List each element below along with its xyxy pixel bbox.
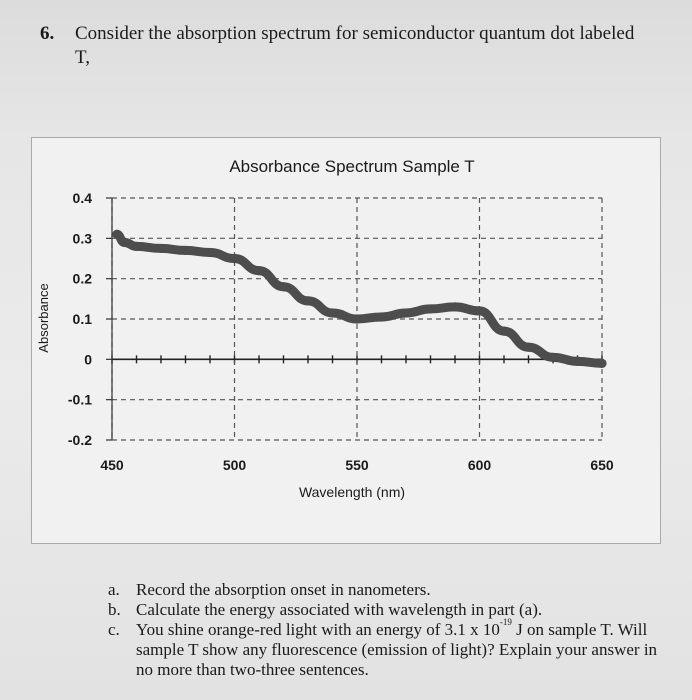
data-point xyxy=(597,359,606,368)
data-point xyxy=(573,357,582,366)
data-point xyxy=(426,304,435,313)
y-tick-label: 0.3 xyxy=(72,230,92,247)
question-text-continued: T, xyxy=(75,47,90,68)
subquestions xyxy=(108,580,668,680)
subquestion-a xyxy=(108,580,668,600)
data-point xyxy=(132,242,141,251)
data-point xyxy=(120,238,129,247)
subquestion-text: Record the absorption onset in nanometers. xyxy=(136,580,431,599)
subquestion-label: a. xyxy=(108,580,120,599)
subquestion-label: b. xyxy=(108,600,121,619)
question-number: 6. xyxy=(40,23,55,44)
subquestion-text: Calculate the energy associated with wavelength in part (a). xyxy=(136,600,543,619)
data-point xyxy=(401,308,410,317)
y-tick-label: 0.2 xyxy=(72,270,92,287)
x-tick-label: 500 xyxy=(222,457,247,473)
subquestion-label: c. xyxy=(108,620,120,639)
chart-title: Absorbance Spectrum Sample T xyxy=(229,157,475,176)
data-point xyxy=(524,343,533,352)
data-point xyxy=(352,314,361,323)
y-tick-label: 0 xyxy=(84,351,92,368)
data-point xyxy=(499,327,508,336)
x-axis-label: Wavelength (nm) xyxy=(298,484,406,500)
subquestion-text-continued: J on sample T. Will sample T show any fluorescence (emission of light)? Explain your answer in no more than two-three sentences. xyxy=(136,620,658,679)
data-point xyxy=(254,266,263,275)
data-point xyxy=(156,244,165,253)
y-axis-label: Absorbance xyxy=(36,283,51,353)
data-point xyxy=(112,230,121,239)
exponent: -19 xyxy=(499,617,512,628)
data-point xyxy=(303,296,312,305)
data-point xyxy=(548,353,557,362)
chart-frame xyxy=(31,137,661,544)
data-point xyxy=(230,254,239,263)
data-point xyxy=(450,302,459,311)
subquestion-b xyxy=(108,600,668,620)
data-point xyxy=(279,282,288,291)
data-point xyxy=(205,248,214,257)
data-point xyxy=(377,312,386,321)
data-point xyxy=(181,246,190,255)
subquestion-c xyxy=(108,617,668,680)
y-tick-label: -0.2 xyxy=(67,432,92,448)
x-tick-label: 650 xyxy=(590,457,614,473)
subquestion-text: You shine orange-red light with an energy of 3.1 x 10 xyxy=(136,620,500,639)
data-point xyxy=(475,306,484,315)
x-tick-label: 450 xyxy=(100,457,124,473)
y-tick-label: 0.4 xyxy=(72,190,92,206)
absorbance-chart xyxy=(32,138,660,543)
x-tick-label: 550 xyxy=(345,457,369,473)
question-text: Consider the absorption spectrum for semiconductor quantum dot labeled xyxy=(75,23,635,44)
y-tick-label: 0.1 xyxy=(72,311,92,327)
data-point xyxy=(328,308,337,317)
y-tick-label: -0.1 xyxy=(67,391,92,408)
x-tick-label: 600 xyxy=(467,457,492,473)
